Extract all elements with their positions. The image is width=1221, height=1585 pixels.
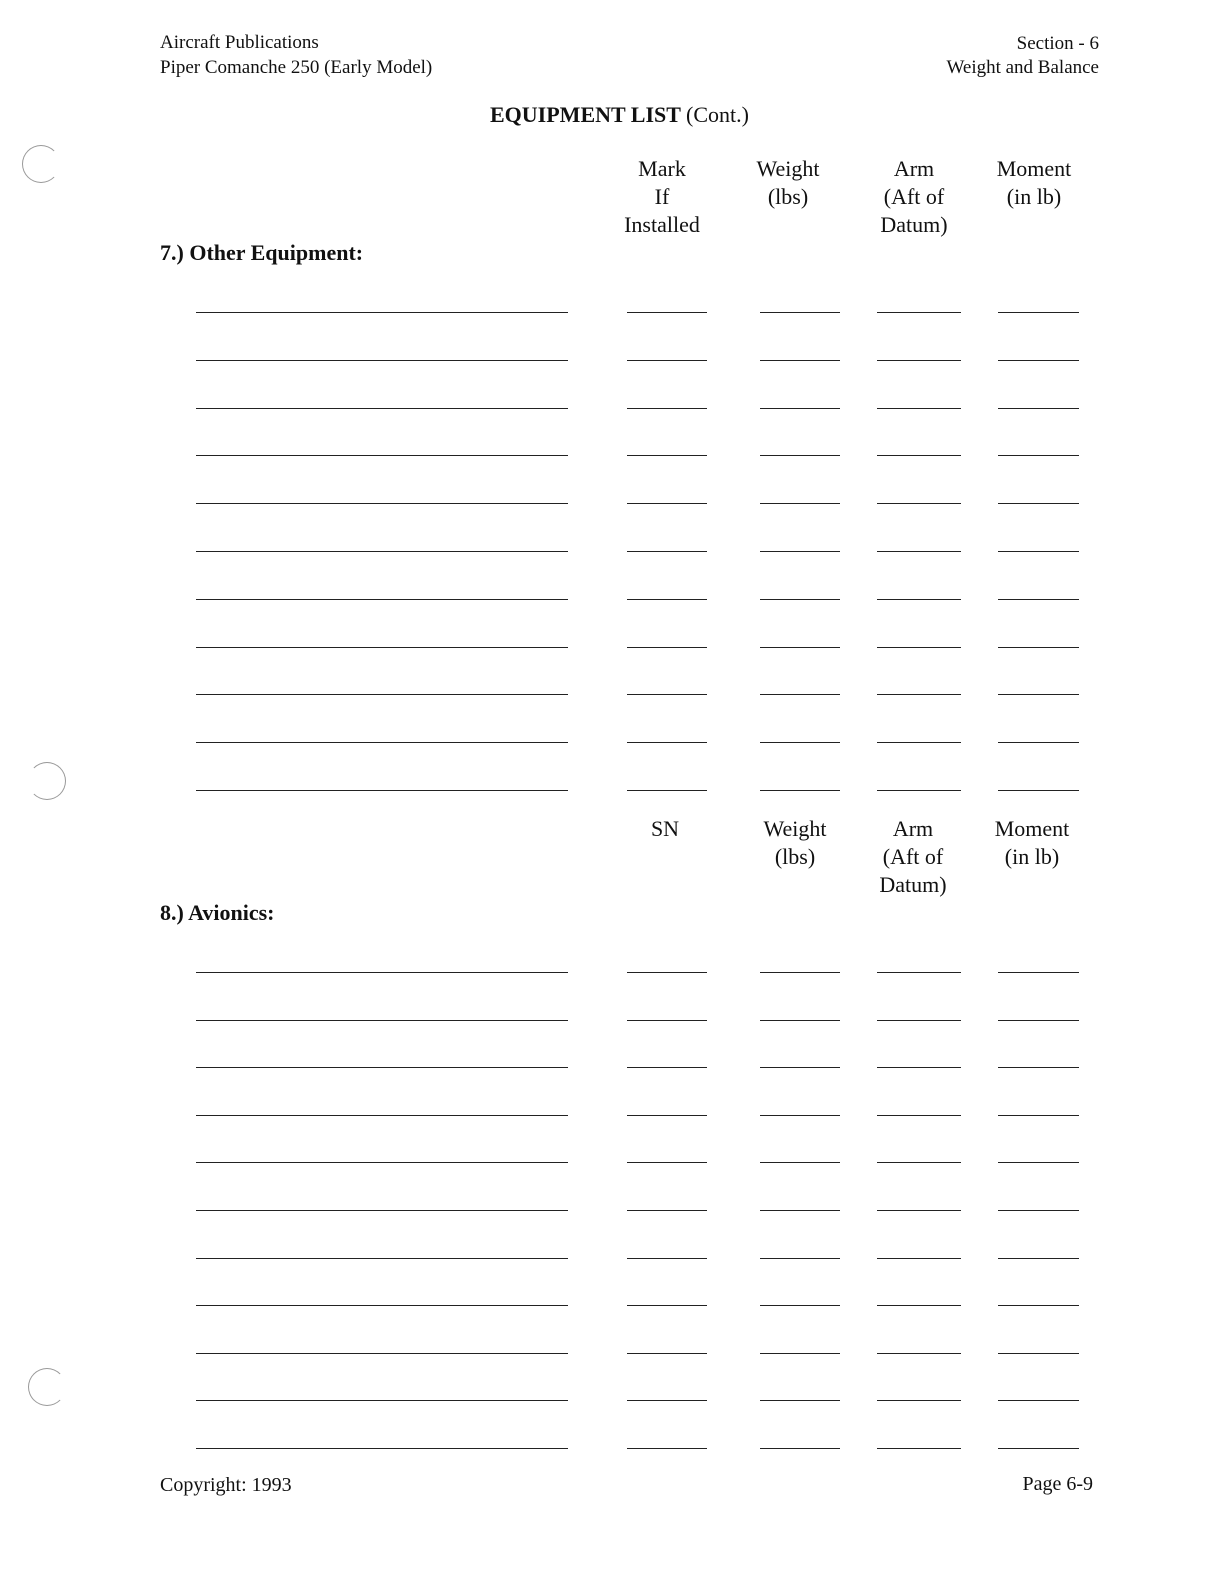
weight-blank-line: [760, 694, 840, 695]
moment-blank-line: [998, 360, 1079, 361]
first-column-blank-line: [627, 1162, 707, 1163]
first-column-blank-line: [627, 1448, 707, 1449]
description-blank-line: [196, 1020, 568, 1021]
moment-blank-line: [998, 312, 1079, 313]
page-title: [490, 102, 749, 128]
moment-blank-line: [998, 1020, 1079, 1021]
first-column-blank-line: [627, 455, 707, 456]
moment-blank-line: [998, 1305, 1079, 1306]
first-column-blank-line: [627, 408, 707, 409]
moment-blank-line: [998, 694, 1079, 695]
column-header-moment: Moment (in lb): [996, 156, 1072, 209]
moment-blank-line: [998, 1067, 1079, 1068]
description-blank-line: [196, 503, 568, 504]
moment-blank-line: [998, 742, 1079, 743]
arm-blank-line: [877, 1305, 961, 1306]
weight-blank-line: [760, 1210, 840, 1211]
first-column-blank-line: [627, 1115, 707, 1116]
description-blank-line: [196, 1400, 568, 1401]
weight-blank-line: [760, 551, 840, 552]
copyright: Copyright: 1993: [160, 1474, 292, 1496]
first-column-blank-line: [627, 1353, 707, 1354]
first-column-blank-line: [627, 694, 707, 695]
weight-blank-line: [760, 599, 840, 600]
weight-blank-line: [760, 1162, 840, 1163]
weight-blank-line: [760, 455, 840, 456]
description-blank-line: [196, 1353, 568, 1354]
arm-blank-line: [877, 1448, 961, 1449]
description-blank-line: [196, 455, 568, 456]
arm-blank-line: [877, 972, 961, 973]
moment-blank-line: [998, 1448, 1079, 1449]
weight-blank-line: [760, 972, 840, 973]
column-header-arm: Arm (Aft of Datum): [880, 156, 948, 237]
first-column-blank-line: [627, 1020, 707, 1021]
section-label-other-equipment: 7.) Other Equipment:: [160, 240, 364, 265]
first-column-blank-line: [627, 1067, 707, 1068]
arm-blank-line: [877, 455, 961, 456]
weight-blank-line: [760, 647, 840, 648]
arm-blank-line: [877, 647, 961, 648]
moment-blank-line: [998, 1400, 1079, 1401]
section-label-avionics: 8.) Avionics:: [160, 900, 275, 925]
arm-blank-line: [877, 1115, 961, 1116]
arm-blank-line: [877, 1210, 961, 1211]
arm-blank-line: [877, 551, 961, 552]
column-header-sn: SN: [650, 816, 680, 841]
moment-blank-line: [998, 551, 1079, 552]
arm-blank-line: [877, 1162, 961, 1163]
arm-blank-line: [877, 1400, 961, 1401]
first-column-blank-line: [627, 1210, 707, 1211]
weight-blank-line: [760, 1353, 840, 1354]
description-blank-line: [196, 599, 568, 600]
first-column-blank-line: [627, 647, 707, 648]
first-column-blank-line: [627, 551, 707, 552]
description-blank-line: [196, 1448, 568, 1449]
first-column-blank-line: [627, 360, 707, 361]
moment-blank-line: [998, 599, 1079, 600]
first-column-blank-line: [627, 1305, 707, 1306]
weight-blank-line: [760, 1448, 840, 1449]
section-number: Section - 6: [1016, 33, 1099, 54]
punch-hole: [22, 145, 60, 183]
arm-blank-line: [877, 408, 961, 409]
arm-blank-line: [877, 360, 961, 361]
moment-blank-line: [998, 1115, 1079, 1116]
section-title: Weight and Balance: [946, 57, 1099, 78]
first-column-blank-line: [627, 742, 707, 743]
moment-blank-line: [998, 1162, 1079, 1163]
arm-blank-line: [877, 694, 961, 695]
description-blank-line: [196, 1115, 568, 1116]
description-blank-line: [196, 1258, 568, 1259]
column-header-arm-avionics: Arm (Aft of Datum): [879, 816, 947, 897]
moment-blank-line: [998, 503, 1079, 504]
weight-blank-line: [760, 408, 840, 409]
arm-blank-line: [877, 1020, 961, 1021]
description-blank-line: [196, 647, 568, 648]
arm-blank-line: [877, 742, 961, 743]
first-column-blank-line: [627, 1258, 707, 1259]
first-column-blank-line: [627, 972, 707, 973]
page-title-main: EQUIPMENT LIST: [490, 102, 681, 127]
moment-blank-line: [998, 455, 1079, 456]
first-column-blank-line: [627, 599, 707, 600]
punch-hole: [28, 1368, 66, 1406]
description-blank-line: [196, 360, 568, 361]
aircraft-model: Piper Comanche 250 (Early Model): [160, 57, 433, 78]
column-header-weight-avionics: Weight (lbs): [763, 816, 827, 869]
description-blank-line: [196, 742, 568, 743]
description-blank-line: [196, 1210, 568, 1211]
description-blank-line: [196, 1305, 568, 1306]
weight-blank-line: [760, 360, 840, 361]
column-header-mark-if-installed: Mark If Installed: [624, 156, 700, 237]
arm-blank-line: [877, 503, 961, 504]
first-column-blank-line: [627, 1400, 707, 1401]
arm-blank-line: [877, 312, 961, 313]
weight-blank-line: [760, 312, 840, 313]
moment-blank-line: [998, 790, 1079, 791]
arm-blank-line: [877, 1067, 961, 1068]
weight-blank-line: [760, 1258, 840, 1259]
page-number: Page 6-9: [1022, 1473, 1093, 1495]
weight-blank-line: [760, 1067, 840, 1068]
weight-blank-line: [760, 790, 840, 791]
moment-blank-line: [998, 972, 1079, 973]
description-blank-line: [196, 312, 568, 313]
weight-blank-line: [760, 1020, 840, 1021]
arm-blank-line: [877, 790, 961, 791]
arm-blank-line: [877, 1353, 961, 1354]
description-blank-line: [196, 1162, 568, 1163]
weight-blank-line: [760, 1305, 840, 1306]
moment-blank-line: [998, 1353, 1079, 1354]
description-blank-line: [196, 1067, 568, 1068]
arm-blank-line: [877, 599, 961, 600]
description-blank-line: [196, 551, 568, 552]
description-blank-line: [196, 790, 568, 791]
moment-blank-line: [998, 1210, 1079, 1211]
first-column-blank-line: [627, 503, 707, 504]
publisher: Aircraft Publications: [160, 32, 319, 53]
column-header-weight: Weight (lbs): [756, 156, 820, 209]
moment-blank-line: [998, 647, 1079, 648]
weight-blank-line: [760, 742, 840, 743]
description-blank-line: [196, 694, 568, 695]
punch-hole: [28, 762, 66, 800]
first-column-blank-line: [627, 790, 707, 791]
column-header-moment-avionics: Moment (in lb): [994, 816, 1070, 869]
moment-blank-line: [998, 1258, 1079, 1259]
first-column-blank-line: [627, 312, 707, 313]
moment-blank-line: [998, 408, 1079, 409]
arm-blank-line: [877, 1258, 961, 1259]
weight-blank-line: [760, 1115, 840, 1116]
weight-blank-line: [760, 1400, 840, 1401]
weight-blank-line: [760, 503, 840, 504]
page-title-suffix: (Cont.): [686, 102, 749, 127]
description-blank-line: [196, 972, 568, 973]
description-blank-line: [196, 408, 568, 409]
